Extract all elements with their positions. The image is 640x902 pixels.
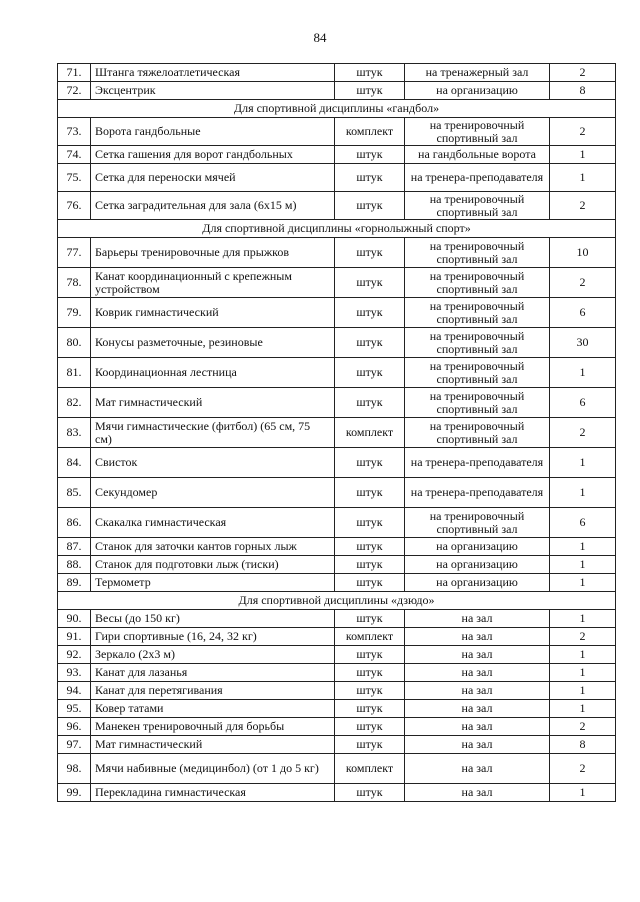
row-number: 80.: [58, 328, 91, 358]
table-row: [58, 164, 616, 192]
page-number: 84: [313, 30, 327, 45]
item-name: Зеркало (2x3 м): [91, 646, 335, 664]
row-number: 75.: [58, 164, 91, 192]
table-row: [58, 736, 616, 754]
destination-cell: на организацию: [405, 556, 550, 574]
destination-cell: на зал: [405, 784, 550, 802]
table-row: [58, 610, 616, 628]
unit-cell: штук: [335, 610, 405, 628]
unit-cell: штук: [335, 736, 405, 754]
item-name: Свисток: [91, 448, 335, 478]
destination-cell: на тренировочный спортивный зал: [405, 118, 550, 146]
destination-cell: на зал: [405, 610, 550, 628]
unit-cell: штук: [335, 298, 405, 328]
destination-cell: на тренера-преподавателя: [405, 478, 550, 508]
destination-cell: на тренера-преподавателя: [405, 164, 550, 192]
item-name: Мат гимнастический: [91, 736, 335, 754]
table-row: [58, 192, 616, 220]
destination-cell: на зал: [405, 664, 550, 682]
quantity-cell: 1: [550, 164, 616, 192]
unit-cell: штук: [335, 238, 405, 268]
unit-cell: штук: [335, 718, 405, 736]
unit-cell: штук: [335, 328, 405, 358]
unit-cell: штук: [335, 388, 405, 418]
quantity-cell: 6: [550, 298, 616, 328]
destination-cell: на тренировочный спортивный зал: [405, 298, 550, 328]
row-number: 98.: [58, 754, 91, 784]
item-name: Сетка заградительная для зала (6x15 м): [91, 192, 335, 220]
unit-cell: штук: [335, 192, 405, 220]
row-number: 86.: [58, 508, 91, 538]
row-number: 94.: [58, 682, 91, 700]
item-name: Эксцентрик: [91, 82, 335, 100]
item-name: Станок для заточки кантов горных лыж: [91, 538, 335, 556]
quantity-cell: 1: [550, 146, 616, 164]
destination-cell: на зал: [405, 682, 550, 700]
table-row: [58, 358, 616, 388]
table-body: [58, 64, 616, 802]
table-row: [58, 700, 616, 718]
section-title: Для спортивной дисциплины «гандбол»: [58, 100, 616, 118]
table-row: [58, 64, 616, 82]
quantity-cell: 2: [550, 64, 616, 82]
destination-cell: на тренировочный спортивный зал: [405, 268, 550, 298]
item-name: Коврик гимнастический: [91, 298, 335, 328]
destination-cell: на зал: [405, 646, 550, 664]
row-number: 71.: [58, 64, 91, 82]
table-row: [58, 718, 616, 736]
row-number: 74.: [58, 146, 91, 164]
item-name: Секундомер: [91, 478, 335, 508]
item-name: Канат для лазанья: [91, 664, 335, 682]
table-row: [58, 118, 616, 146]
quantity-cell: 2: [550, 754, 616, 784]
destination-cell: на зал: [405, 736, 550, 754]
unit-cell: штук: [335, 64, 405, 82]
unit-cell: штук: [335, 146, 405, 164]
unit-cell: комплект: [335, 418, 405, 448]
item-name: Штанга тяжелоатлетическая: [91, 64, 335, 82]
row-number: 90.: [58, 610, 91, 628]
row-number: 82.: [58, 388, 91, 418]
table-row: [58, 556, 616, 574]
row-number: 91.: [58, 628, 91, 646]
table-row: [58, 328, 616, 358]
table-row: [58, 682, 616, 700]
destination-cell: на гандбольные ворота: [405, 146, 550, 164]
destination-cell: на тренировочный спортивный зал: [405, 418, 550, 448]
unit-cell: штук: [335, 556, 405, 574]
table-row: [58, 508, 616, 538]
unit-cell: штук: [335, 508, 405, 538]
item-name: Весы (до 150 кг): [91, 610, 335, 628]
section-title: Для спортивной дисциплины «горнолыжный спорт»: [58, 220, 616, 238]
table-row: [58, 418, 616, 448]
unit-cell: комплект: [335, 628, 405, 646]
row-number: 88.: [58, 556, 91, 574]
destination-cell: на тренировочный спортивный зал: [405, 192, 550, 220]
destination-cell: на тренировочный спортивный зал: [405, 238, 550, 268]
row-number: 77.: [58, 238, 91, 268]
row-number: 73.: [58, 118, 91, 146]
row-number: 93.: [58, 664, 91, 682]
quantity-cell: 1: [550, 664, 616, 682]
table-row: [58, 754, 616, 784]
table-row: [58, 448, 616, 478]
item-name: Сетка гашения для ворот гандбольных: [91, 146, 335, 164]
destination-cell: на зал: [405, 754, 550, 784]
row-number: 99.: [58, 784, 91, 802]
unit-cell: штук: [335, 700, 405, 718]
item-name: Мат гимнастический: [91, 388, 335, 418]
row-number: 85.: [58, 478, 91, 508]
destination-cell: на тренировочный спортивный зал: [405, 388, 550, 418]
unit-cell: комплект: [335, 118, 405, 146]
table-row: [58, 664, 616, 682]
table-row: [58, 478, 616, 508]
quantity-cell: 2: [550, 418, 616, 448]
row-number: 95.: [58, 700, 91, 718]
row-number: 76.: [58, 192, 91, 220]
destination-cell: на организацию: [405, 574, 550, 592]
item-name: Перекладина гимнастическая: [91, 784, 335, 802]
quantity-cell: 1: [550, 574, 616, 592]
unit-cell: штук: [335, 682, 405, 700]
table-row: [58, 82, 616, 100]
item-name: Сетка для переноски мячей: [91, 164, 335, 192]
quantity-cell: 10: [550, 238, 616, 268]
destination-cell: на зал: [405, 718, 550, 736]
destination-cell: на зал: [405, 700, 550, 718]
quantity-cell: 1: [550, 556, 616, 574]
section-header-row: [58, 220, 616, 238]
row-number: 83.: [58, 418, 91, 448]
table-row: [58, 574, 616, 592]
destination-cell: на организацию: [405, 82, 550, 100]
unit-cell: штук: [335, 646, 405, 664]
section-header-row: [58, 592, 616, 610]
item-name: Манекен тренировочный для борьбы: [91, 718, 335, 736]
row-number: 96.: [58, 718, 91, 736]
row-number: 81.: [58, 358, 91, 388]
quantity-cell: 1: [550, 448, 616, 478]
quantity-cell: 2: [550, 192, 616, 220]
item-name: Ковер татами: [91, 700, 335, 718]
quantity-cell: 2: [550, 718, 616, 736]
quantity-cell: 2: [550, 268, 616, 298]
item-name: Канат для перетягивания: [91, 682, 335, 700]
row-number: 92.: [58, 646, 91, 664]
destination-cell: на организацию: [405, 538, 550, 556]
quantity-cell: 1: [550, 358, 616, 388]
quantity-cell: 1: [550, 700, 616, 718]
item-name: Станок для подготовки лыж (тиски): [91, 556, 335, 574]
unit-cell: штук: [335, 574, 405, 592]
destination-cell: на тренажерный зал: [405, 64, 550, 82]
unit-cell: штук: [335, 268, 405, 298]
quantity-cell: 8: [550, 82, 616, 100]
unit-cell: штук: [335, 82, 405, 100]
item-name: Канат координационный с крепежным устройством: [91, 268, 335, 298]
row-number: 87.: [58, 538, 91, 556]
row-number: 78.: [58, 268, 91, 298]
quantity-cell: 2: [550, 628, 616, 646]
unit-cell: штук: [335, 478, 405, 508]
row-number: 79.: [58, 298, 91, 328]
quantity-cell: 8: [550, 736, 616, 754]
unit-cell: штук: [335, 448, 405, 478]
table-row: [58, 238, 616, 268]
unit-cell: штук: [335, 538, 405, 556]
unit-cell: комплект: [335, 754, 405, 784]
table-row: [58, 268, 616, 298]
quantity-cell: 30: [550, 328, 616, 358]
item-name: Барьеры тренировочные для прыжков: [91, 238, 335, 268]
table-row: [58, 784, 616, 802]
section-header-row: [58, 100, 616, 118]
item-name: Ворота гандбольные: [91, 118, 335, 146]
table-row: [58, 646, 616, 664]
table-row: [58, 146, 616, 164]
destination-cell: на тренера-преподавателя: [405, 448, 550, 478]
destination-cell: на зал: [405, 628, 550, 646]
quantity-cell: 6: [550, 388, 616, 418]
destination-cell: на тренировочный спортивный зал: [405, 508, 550, 538]
equipment-table: [57, 63, 616, 802]
item-name: Термометр: [91, 574, 335, 592]
quantity-cell: 1: [550, 538, 616, 556]
quantity-cell: 1: [550, 478, 616, 508]
row-number: 89.: [58, 574, 91, 592]
row-number: 97.: [58, 736, 91, 754]
table-row: [58, 298, 616, 328]
table-row: [58, 538, 616, 556]
item-name: Конусы разметочные, резиновые: [91, 328, 335, 358]
destination-cell: на тренировочный спортивный зал: [405, 358, 550, 388]
row-number: 72.: [58, 82, 91, 100]
quantity-cell: 1: [550, 610, 616, 628]
row-number: 84.: [58, 448, 91, 478]
section-title: Для спортивной дисциплины «дзюдо»: [58, 592, 616, 610]
unit-cell: штук: [335, 164, 405, 192]
table-row: [58, 388, 616, 418]
item-name: Гири спортивные (16, 24, 32 кг): [91, 628, 335, 646]
item-name: Координационная лестница: [91, 358, 335, 388]
quantity-cell: 2: [550, 118, 616, 146]
quantity-cell: 6: [550, 508, 616, 538]
item-name: Мячи гимнастические (фитбол) (65 см, 75 см): [91, 418, 335, 448]
unit-cell: штук: [335, 664, 405, 682]
unit-cell: штук: [335, 784, 405, 802]
quantity-cell: 1: [550, 682, 616, 700]
unit-cell: штук: [335, 358, 405, 388]
quantity-cell: 1: [550, 784, 616, 802]
destination-cell: на тренировочный спортивный зал: [405, 328, 550, 358]
quantity-cell: 1: [550, 646, 616, 664]
item-name: Мячи набивные (медицинбол) (от 1 до 5 кг): [91, 754, 335, 784]
table-row: [58, 628, 616, 646]
item-name: Скакалка гимнастическая: [91, 508, 335, 538]
